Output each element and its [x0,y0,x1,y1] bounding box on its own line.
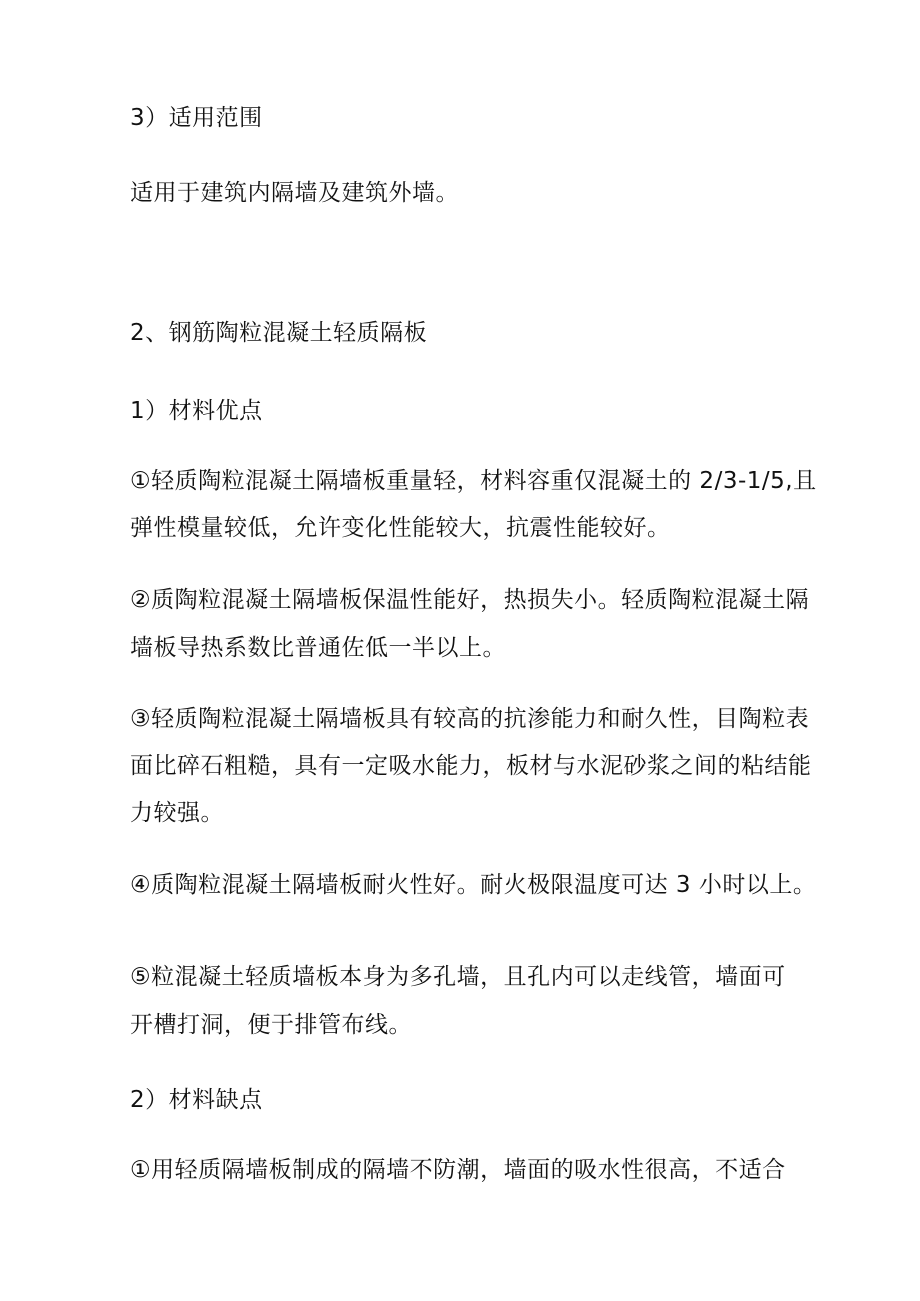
subheading-scope: 3）适用范围 [130,105,263,131]
advantage-3-line-2: 面比碎石粗糙，具有一定吸水能力，板材与水泥砂浆之间的粘结能 [130,753,812,779]
section-heading: 2、钢筋陶粒混凝土轻质隔板 [130,320,428,346]
advantage-5-line-1: ⑤粒混凝土轻质墙板本身为多孔墙，且孔内可以走线管，墙面可 [130,964,786,990]
advantage-5-line-2: 开槽打洞，便于排管布线。 [130,1012,412,1038]
advantage-1-line-2: 弹性模量较低，允许变化性能较大，抗震性能较好。 [130,515,671,541]
advantage-2-line-1: ②质陶粒混凝土隔墙板保温性能好，热损失小。轻质陶粒混凝土隔 [130,587,810,613]
paragraph-scope: 适用于建筑内隔墙及建筑外墙。 [130,180,459,206]
advantage-3-line-3: 力较强。 [130,800,224,826]
advantage-4-line-1: ④质陶粒混凝土隔墙板耐火性好。耐火极限温度可达 3 小时以上。 [130,872,817,898]
advantage-3-line-1: ③轻质陶粒混凝土隔墙板具有较高的抗渗能力和耐久性，目陶粒表 [130,706,810,732]
disadvantage-1-line-1: ①用轻质隔墙板制成的隔墙不防潮，墙面的吸水性很高，不适合 [130,1157,786,1183]
advantage-2-line-2: 墙板导热系数比普通佐低一半以上。 [130,635,506,661]
advantage-1-line-1: ①轻质陶粒混凝土隔墙板重量轻，材料容重仅混凝土的 2/3-1/5,且 [130,468,817,494]
subheading-disadvantages: 2）材料缺点 [130,1087,263,1113]
subheading-advantages: 1）材料优点 [130,398,263,424]
